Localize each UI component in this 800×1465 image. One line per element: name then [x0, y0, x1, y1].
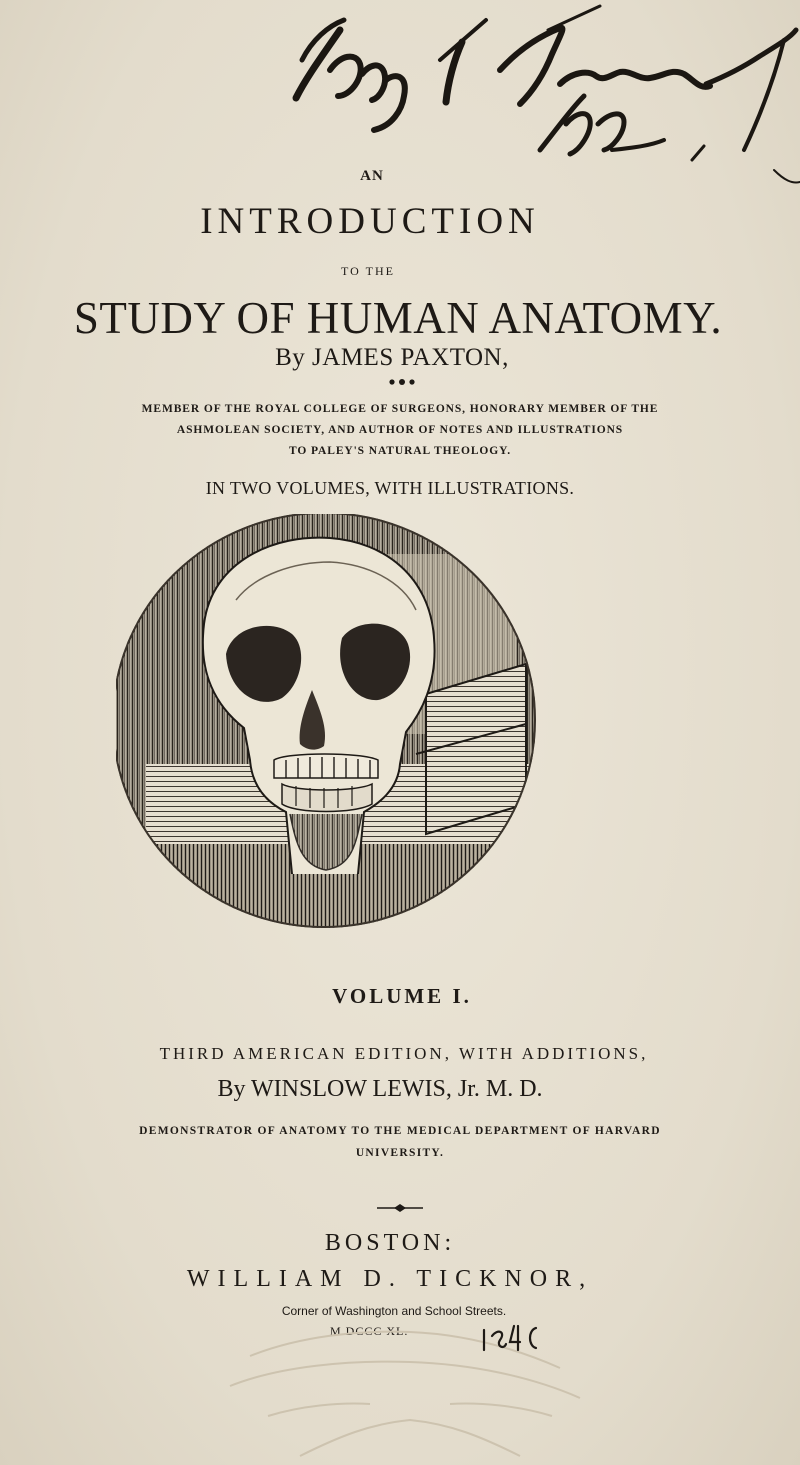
- author-byline: By JAMES PAXTON,: [275, 344, 509, 371]
- volumes-note: IN TWO VOLUMES, WITH ILLUSTRATIONS.: [205, 478, 575, 498]
- skull-engraving: [116, 514, 536, 954]
- publisher-address: Corner of Washington and School Streets.: [281, 1304, 507, 1318]
- credential-line: TO PALEY'S NATURAL THEOLOGY.: [288, 445, 512, 457]
- credential-line: UNIVERSITY.: [355, 1147, 445, 1159]
- publisher-city: BOSTON:: [324, 1230, 456, 1256]
- publisher-name: WILLIAM D. TICKNOR,: [186, 1266, 594, 1292]
- editor-byline: By WINSLOW LEWIS, Jr. M. D.: [217, 1076, 543, 1102]
- title-introduction: INTRODUCTION: [200, 201, 540, 242]
- separator-ornament: [375, 1203, 425, 1213]
- ornament-dots: [388, 378, 416, 386]
- credential-line: ASHMOLEAN SOCIETY, AND AUTHOR OF NOTES AND ILLUSTRATIONS: [176, 424, 624, 436]
- title-main: STUDY OF HUMAN ANATOMY.: [73, 293, 723, 343]
- library-stamp: [0, 1316, 800, 1465]
- title-article: AN: [360, 168, 384, 184]
- title-to-the: TO THE: [341, 264, 395, 278]
- editor-credentials: [0, 1120, 800, 1164]
- author-credentials: [0, 399, 800, 462]
- credential-line: DEMONSTRATOR OF ANATOMY TO THE MEDICAL DEPARTMENT OF HARVARD: [139, 1125, 661, 1137]
- credential-line: MEMBER OF THE ROYAL COLLEGE OF SURGEONS, HONORARY MEMBER OF THE: [141, 403, 659, 415]
- edition-line: THIRD AMERICAN EDITION, WITH ADDITIONS,: [159, 1044, 649, 1063]
- volume-label: VOLUME I.: [332, 984, 472, 1008]
- publication-year: M DCCC XL.: [330, 1324, 409, 1338]
